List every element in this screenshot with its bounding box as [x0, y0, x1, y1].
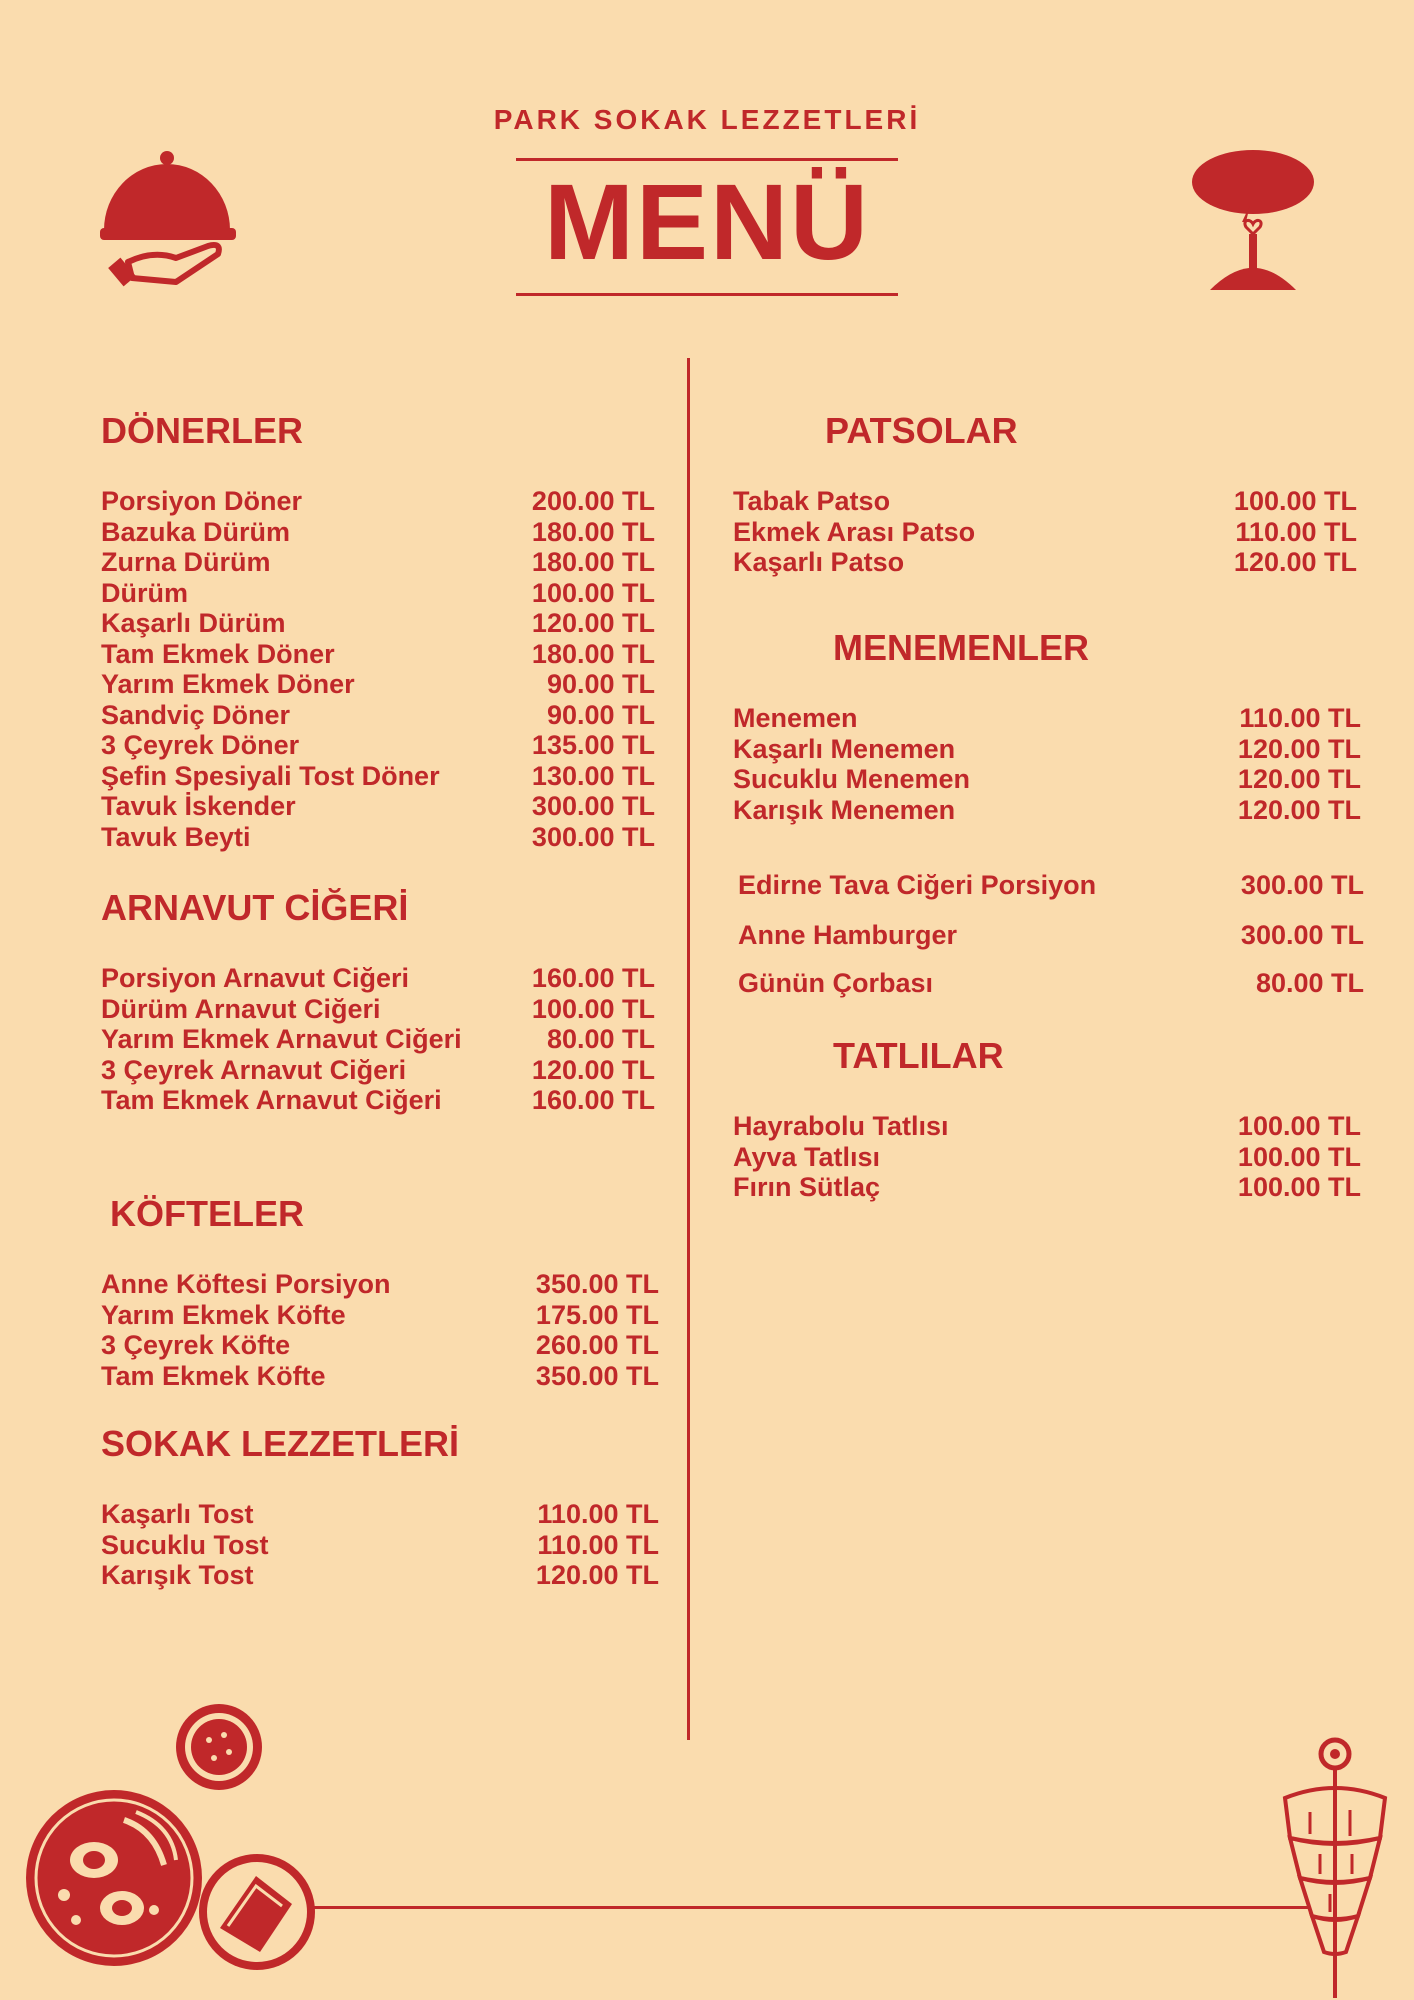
item-name: Yarım Ekmek Döner	[101, 669, 355, 699]
menu-item	[733, 547, 1357, 578]
food-plates-icon	[24, 1690, 314, 1990]
item-name: Hayrabolu Tatlısı	[733, 1111, 949, 1141]
menu-item	[101, 578, 655, 609]
item-price: 200.00 TL	[531, 486, 655, 516]
item-price: 180.00 TL	[531, 638, 655, 669]
menu-item	[733, 517, 1357, 548]
menu-item-anne-hamburger	[738, 920, 1364, 951]
item-price: 350.00 TL	[535, 1360, 659, 1391]
item-price: 110.00 TL	[1235, 516, 1357, 547]
menu-item	[101, 1269, 659, 1300]
menu-item	[101, 517, 655, 548]
section-title: PATSOLAR	[825, 410, 1018, 451]
heart-tree-icon	[1190, 150, 1316, 292]
menu-item-gunun-corbasi	[738, 968, 1364, 999]
menu-item	[101, 547, 655, 578]
item-price: 160.00 TL	[531, 963, 655, 993]
item-name: Dürüm Arnavut Ciğeri	[101, 993, 381, 1024]
item-price: 110.00 TL	[1239, 703, 1361, 733]
column-divider	[687, 358, 690, 1740]
menu-item	[733, 764, 1361, 795]
menu-item	[101, 1300, 659, 1331]
item-price: 300.00 TL	[531, 821, 655, 852]
section-title: TATLILAR	[833, 1035, 1004, 1076]
section-arnavut-cigeri	[101, 887, 655, 1116]
item-price: 300.00 TL	[1240, 870, 1364, 900]
item-price: 90.00 TL	[546, 699, 655, 730]
item-price: 100.00 TL	[1233, 486, 1357, 516]
menu-item	[101, 1024, 655, 1055]
menu-item	[101, 608, 655, 639]
menu-item	[101, 1530, 659, 1561]
item-name: Sucuklu Tost	[101, 1529, 269, 1560]
menu-item	[101, 822, 655, 853]
item-price: 120.00 TL	[531, 1054, 655, 1085]
item-name: Günün Çorbası	[738, 968, 933, 998]
item-price: 120.00 TL	[535, 1560, 659, 1590]
menu-item	[101, 669, 655, 700]
section-title: ARNAVUT CİĞERİ	[101, 887, 409, 928]
item-name: Anne Hamburger	[738, 920, 958, 950]
menu-item	[101, 1055, 655, 1086]
item-price: 130.00 TL	[531, 760, 655, 791]
page-title: MENÜ	[544, 161, 870, 282]
item-price: 100.00 TL	[531, 577, 655, 608]
item-name: Zurna Dürüm	[101, 547, 271, 577]
menu-item	[101, 1085, 655, 1116]
bottom-rule	[310, 1906, 1310, 1909]
item-name: Yarım Ekmek Köfte	[101, 1299, 346, 1330]
item-name: Menemen	[733, 703, 858, 733]
item-price: 90.00 TL	[546, 669, 655, 699]
item-name: Kaşarlı Patso	[733, 547, 905, 577]
menu-item	[733, 486, 1357, 517]
item-price: 120.00 TL	[1237, 794, 1361, 825]
doner-kebab-icon	[1280, 1738, 1390, 2000]
item-name: Dürüm	[101, 577, 188, 608]
item-name: Bazuka Dürüm	[101, 516, 291, 547]
item-name: 3 Çeyrek Arnavut Ciğeri	[101, 1054, 407, 1085]
item-name: Tam Ekmek Köfte	[101, 1360, 326, 1391]
serving-cloche-icon	[98, 150, 240, 290]
item-price: 300.00 TL	[1240, 920, 1364, 950]
item-price: 300.00 TL	[531, 791, 655, 821]
item-name: Şefin Spesiyali Tost Döner	[101, 760, 440, 791]
section-title: MENEMENLER	[833, 627, 1090, 668]
item-name: Ekmek Arası Patso	[733, 516, 976, 547]
menu-item	[101, 1330, 659, 1361]
item-name: Yarım Ekmek Arnavut Ciğeri	[101, 1024, 462, 1054]
item-name: 3 Çeyrek Köfte	[101, 1330, 291, 1360]
menu-item	[733, 1111, 1361, 1142]
item-price: 120.00 TL	[531, 608, 655, 638]
menu-item	[733, 795, 1361, 826]
menu-item	[101, 730, 655, 761]
item-price: 260.00 TL	[535, 1330, 659, 1360]
title-bottom-rule	[516, 293, 898, 296]
menu-item	[101, 639, 655, 670]
restaurant-name: PARK SOKAK LEZZETLERİ	[493, 104, 921, 135]
item-name: Edirne Tava Ciğeri Porsiyon	[738, 870, 1097, 900]
item-price: 100.00 TL	[1237, 1141, 1361, 1172]
section-menemenler	[733, 627, 1361, 825]
menu-item	[101, 1560, 659, 1591]
item-name: 3 Çeyrek Döner	[101, 730, 300, 760]
item-name: Tam Ekmek Döner	[101, 638, 335, 669]
menu-item	[101, 1499, 659, 1530]
menu-item	[101, 1361, 659, 1392]
section-title: KÖFTELER	[110, 1193, 304, 1234]
menu-item	[101, 994, 655, 1025]
section-title: SOKAK LEZZETLERİ	[101, 1423, 459, 1464]
section-donerler	[101, 410, 655, 852]
menu-item	[733, 734, 1361, 765]
menu-item	[733, 1142, 1361, 1173]
menu-item-edirne-tava	[738, 870, 1364, 901]
item-price: 80.00 TL	[1255, 968, 1364, 998]
item-price: 180.00 TL	[531, 516, 655, 547]
item-price: 175.00 TL	[535, 1299, 659, 1330]
item-price: 100.00 TL	[1237, 1111, 1361, 1141]
menu-item	[101, 700, 655, 731]
item-price: 120.00 TL	[1237, 764, 1361, 794]
item-name: Anne Köftesi Porsiyon	[101, 1269, 391, 1299]
menu-item	[733, 703, 1361, 734]
item-price: 350.00 TL	[535, 1269, 659, 1299]
item-name: Tam Ekmek Arnavut Ciğeri	[101, 1085, 442, 1115]
section-sokak-lezzetleri	[101, 1423, 659, 1591]
item-price: 120.00 TL	[1237, 733, 1361, 764]
item-name: Sandviç Döner	[101, 699, 291, 730]
section-kofteler	[101, 1193, 659, 1391]
item-name: Tavuk İskender	[101, 791, 296, 821]
section-tatlilar	[733, 1035, 1361, 1203]
menu-item	[101, 761, 655, 792]
item-name: Fırın Sütlaç	[733, 1172, 881, 1202]
item-price: 110.00 TL	[537, 1499, 659, 1529]
item-price: 160.00 TL	[531, 1085, 655, 1115]
item-name: Karışık Menemen	[733, 794, 956, 825]
section-title: DÖNERLER	[101, 410, 304, 451]
item-price: 100.00 TL	[1237, 1172, 1361, 1202]
item-price: 120.00 TL	[1233, 547, 1357, 577]
item-name: Kaşarlı Menemen	[733, 733, 956, 764]
item-name: Porsiyon Döner	[101, 486, 303, 516]
item-name: Kaşarlı Dürüm	[101, 608, 286, 638]
item-name: Sucuklu Menemen	[733, 764, 971, 794]
menu-item	[101, 791, 655, 822]
item-name: Tavuk Beyti	[101, 821, 251, 852]
menu-item	[733, 1172, 1361, 1203]
item-price: 110.00 TL	[537, 1529, 659, 1560]
item-name: Kaşarlı Tost	[101, 1499, 254, 1529]
item-name: Porsiyon Arnavut Ciğeri	[101, 963, 410, 993]
item-name: Karışık Tost	[101, 1560, 254, 1590]
menu-item	[101, 486, 655, 517]
item-price: 180.00 TL	[531, 547, 655, 577]
section-patsolar	[733, 410, 1357, 578]
item-name: Ayva Tatlısı	[733, 1141, 881, 1172]
item-name: Tabak Patso	[733, 486, 891, 516]
menu-item	[101, 963, 655, 994]
item-price: 100.00 TL	[531, 993, 655, 1024]
item-price: 80.00 TL	[546, 1024, 655, 1054]
item-price: 135.00 TL	[531, 730, 655, 760]
